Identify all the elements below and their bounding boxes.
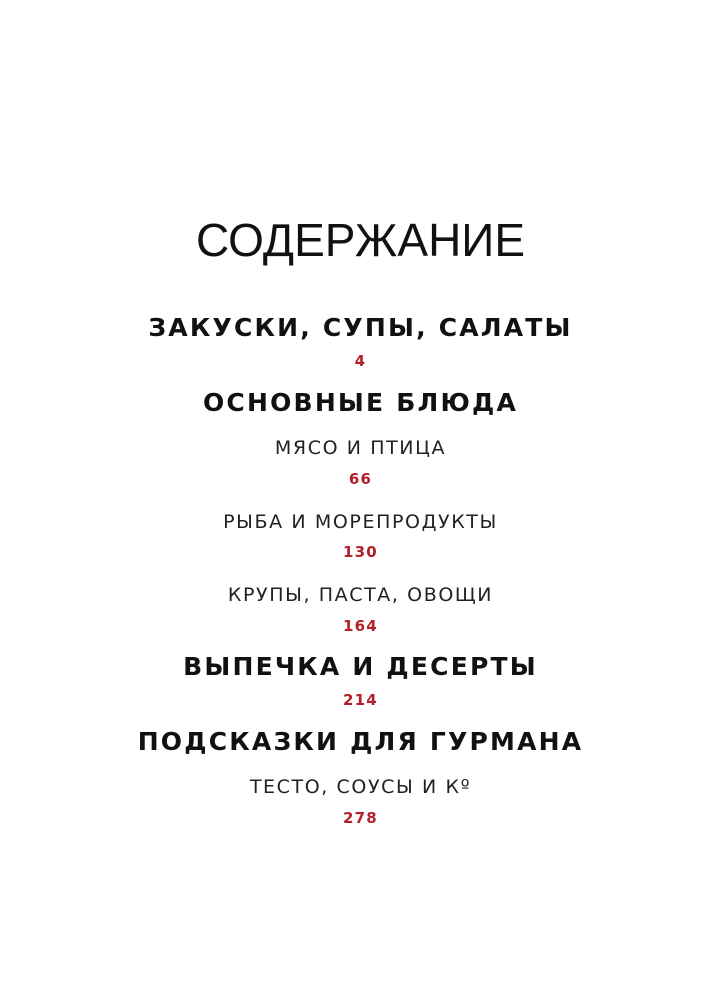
toc-subsection-heading[interactable]: РЫБА И МОРЕПРОДУКТЫ: [223, 511, 498, 533]
toc-page-number[interactable]: 130: [343, 543, 378, 561]
toc-page-number[interactable]: 164: [343, 617, 378, 635]
toc-subsection-heading[interactable]: КРУПЫ, ПАСТА, ОВОЩИ: [227, 584, 494, 606]
toc-section-heading[interactable]: ВЫПЕЧКА И ДЕСЕРТЫ: [183, 652, 538, 681]
toc-subsection-heading[interactable]: МЯСО И ПТИЦА: [274, 437, 447, 459]
toc-section-heading: ОСНОВНЫЕ БЛЮДА: [202, 388, 519, 417]
toc-page-number[interactable]: 278: [343, 809, 378, 827]
toc-page-number[interactable]: 4: [354, 352, 367, 370]
page-title: СОДЕРЖАНИЕ: [195, 214, 526, 266]
toc-page-number[interactable]: 66: [348, 470, 373, 488]
toc-section-heading[interactable]: ЗАКУСКИ, СУПЫ, САЛАТЫ: [148, 313, 573, 342]
toc-subsection-heading[interactable]: ТЕСТО, СОУСЫ И Кº: [249, 776, 472, 798]
toc-page-number[interactable]: 214: [343, 691, 378, 709]
toc-section-heading: ПОДСКАЗКИ ДЛЯ ГУРМАНА: [137, 727, 584, 756]
